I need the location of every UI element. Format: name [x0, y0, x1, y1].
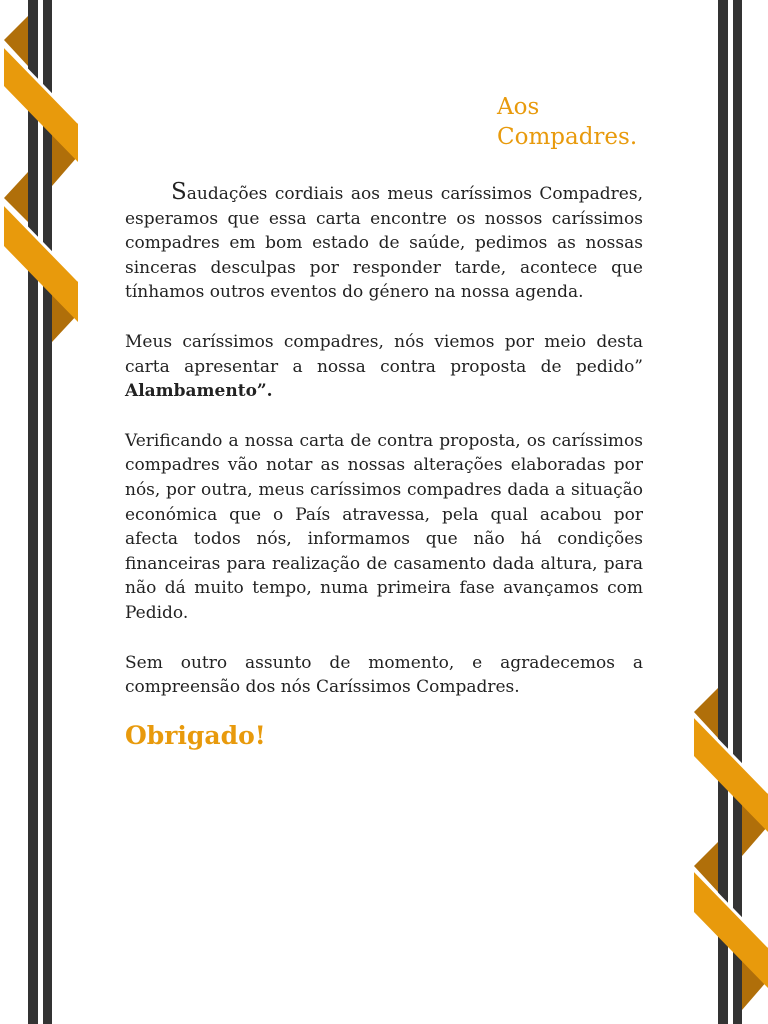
- paragraph-proposal-bold: Alambamento”.: [125, 381, 273, 402]
- letter-body: [125, 92, 643, 752]
- letter-recipient: Aos Compadres.: [497, 94, 638, 150]
- paragraph-details: Verificando a nossa carta de contra proposta, os caríssimos compadres vão notar as nossas alterações elaboradas por nós, por outra, meus caríssimos compadres dada a situação económica que o País atravessa, pela qual acabou por afecta todos nós, informamos que não há condições financeiras para realização de casamento dada altura, para não dá muito tempo, numa primeira fase avançamos com Pedido.: [125, 430, 643, 623]
- paragraph-proposal-text: Meus caríssimos compadres, nós viemos por meio desta carta apresentar a nossa contra proposta de pedido”: [125, 331, 643, 377]
- paragraph-conclusion: Sem outro assunto de momento, e agradecemos a compreensão dos nós Caríssimos Compadres.: [125, 652, 643, 698]
- left-ribbon-bands: [4, 46, 78, 322]
- paragraph-dropcap: S: [171, 179, 187, 205]
- left-stripes: [28, 0, 52, 1024]
- right-ribbon-bands: [694, 716, 768, 988]
- right-stripes: [718, 0, 742, 1024]
- letter-closing: Obrigado!: [125, 720, 266, 750]
- paragraph-proposal: [125, 330, 643, 404]
- paragraph-greeting-text: audações cordiais aos meus caríssimos Compadres, esperamos que essa carta encontre os nossos caríssimos compadres em bom estado de saúde, pedimos as nossas sinceras desculpas por responder tarde, acontece que tínhamos outros eventos do género na nossa agenda.: [125, 184, 643, 303]
- paragraph-greeting: [125, 180, 643, 305]
